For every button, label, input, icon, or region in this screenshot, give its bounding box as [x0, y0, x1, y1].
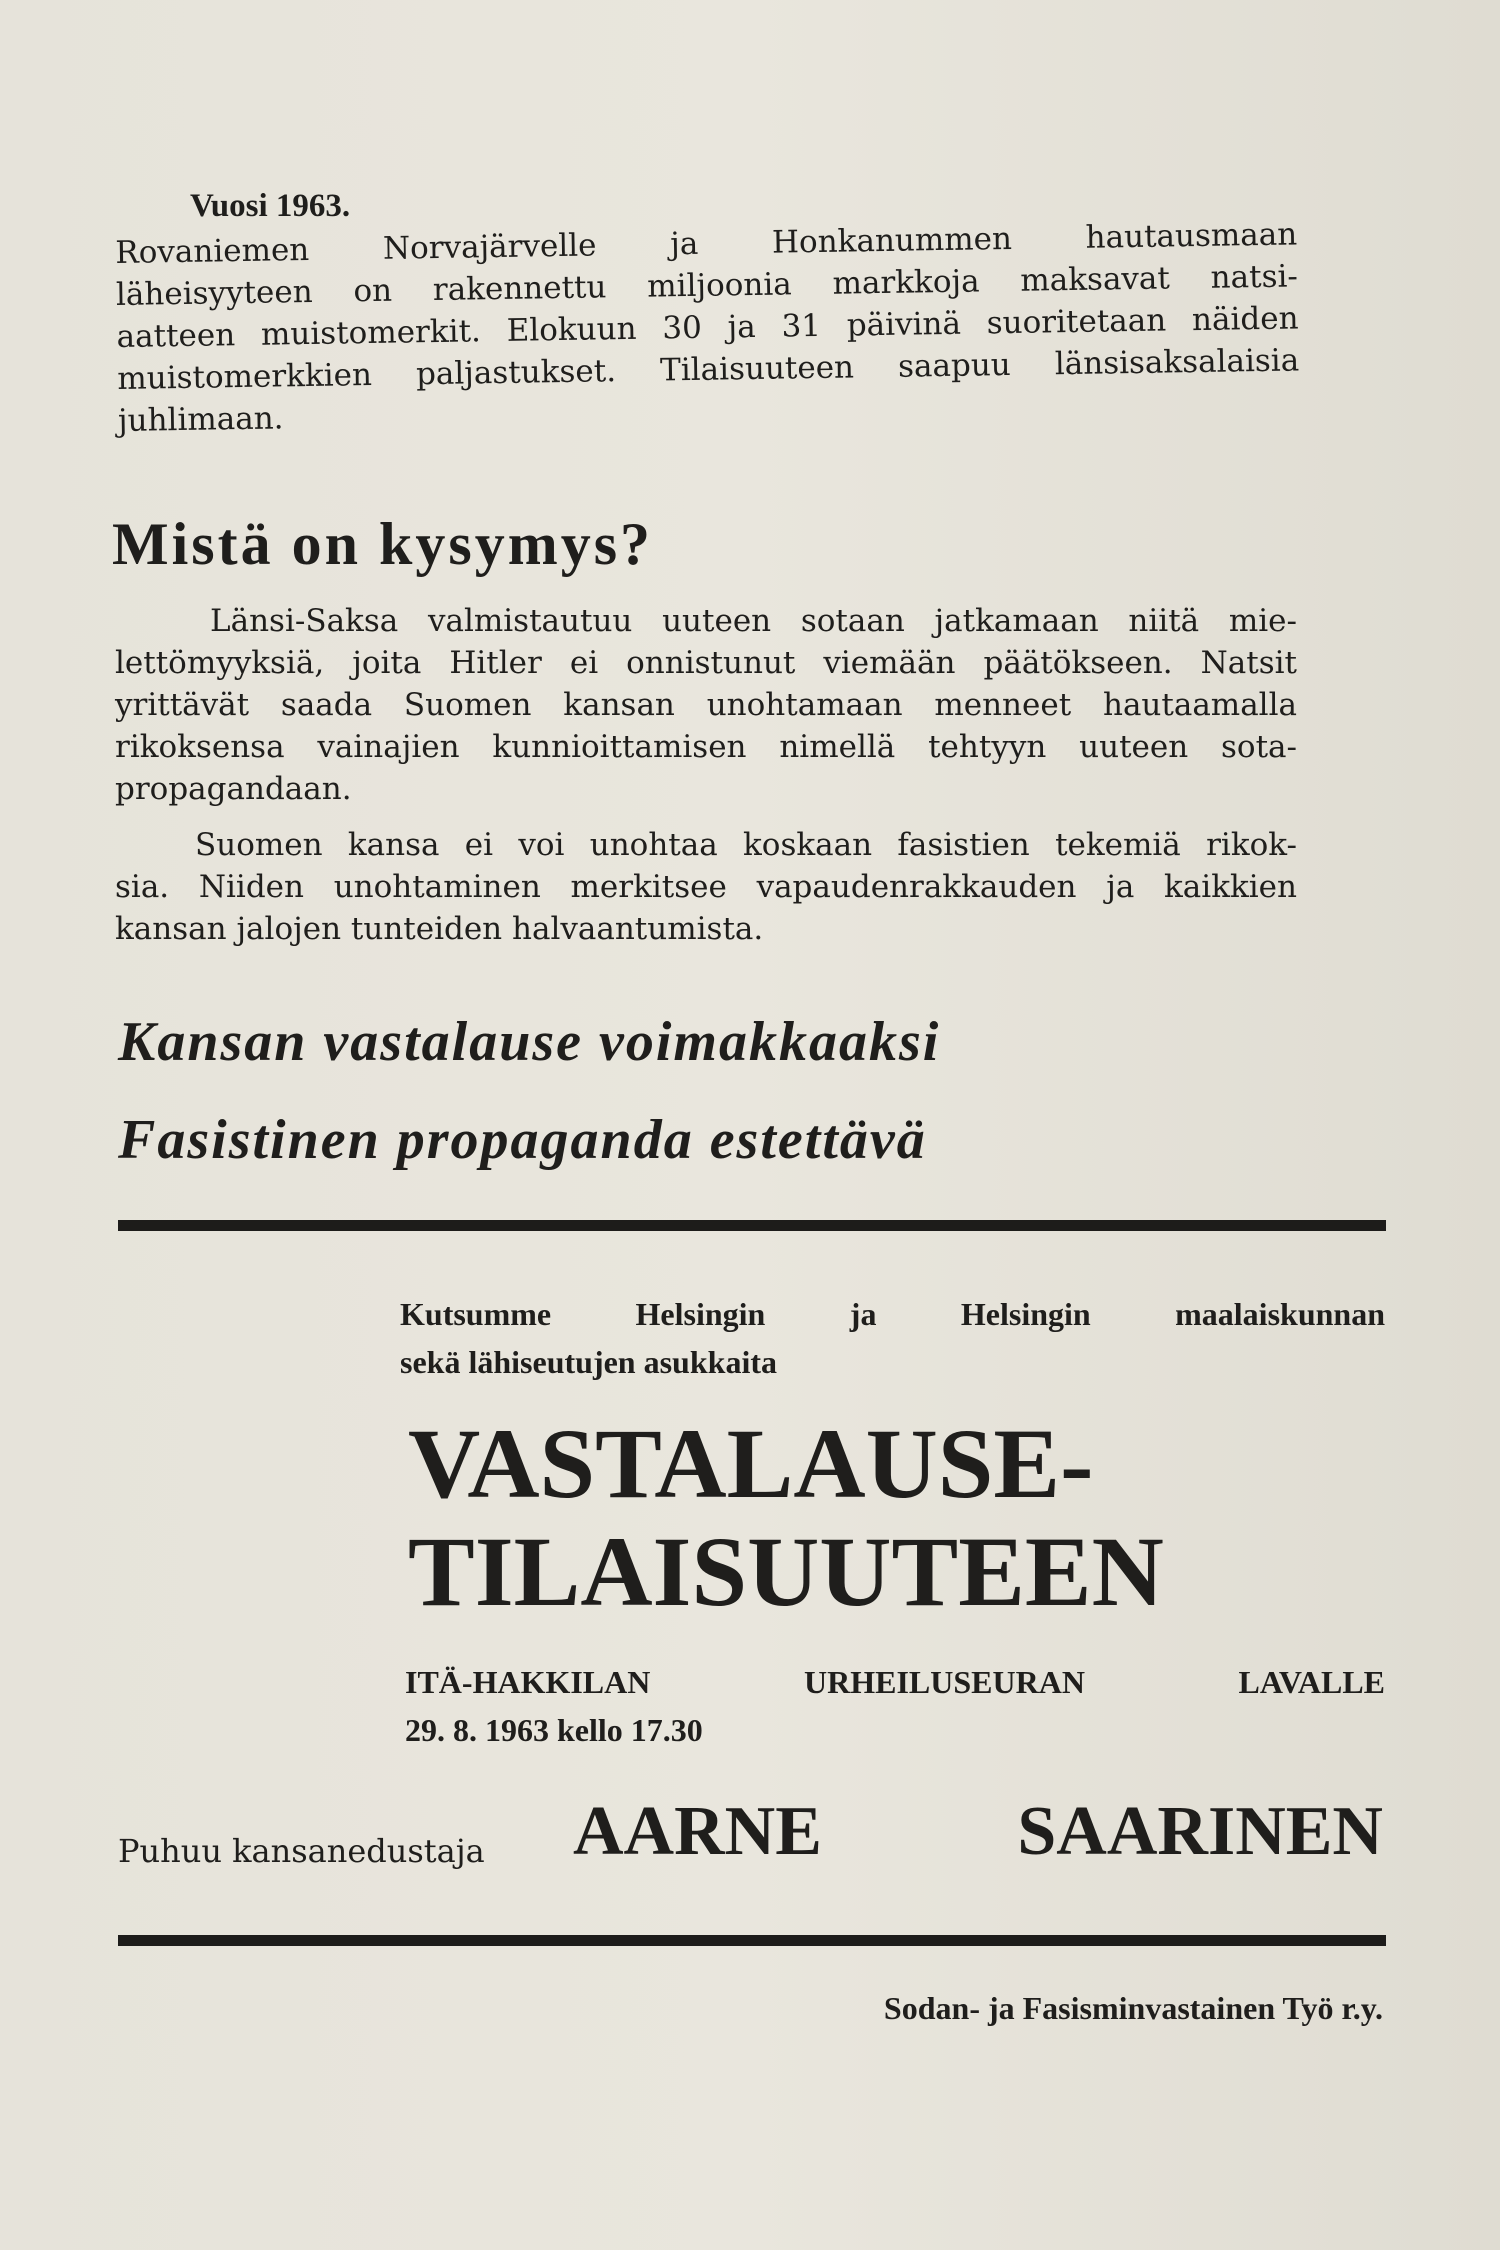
intro-line: muistomerkkien paljastukset. Tilaisuuteen saapuu länsisaksalaisia	[117, 342, 1300, 397]
venue-line: ITÄ-HAKKILAN URHEILUSEURAN LAVALLE	[405, 1664, 1385, 1700]
intro-line: aatteen muistomerkit. Elokuun 30 ja 31 päivinä suoritetaan näiden	[116, 300, 1299, 355]
question-heading: Mistä on kysymys?	[112, 511, 654, 577]
date-time-line: 29. 8. 1963 kello 17.30	[405, 1712, 703, 1748]
body-line: Suomen kansa ei voi unohtaa koskaan fasistien tekemiä rikok-	[195, 827, 1297, 863]
intro-line: läheisyyteen on rakennettu miljoonia markkoja maksavat natsi-	[115, 258, 1299, 313]
year-heading: Vuosi 1963.	[190, 188, 351, 224]
body-line: propagandaan.	[115, 771, 352, 807]
speaker-label: Puhuu kansanedustaja	[118, 1832, 485, 1870]
intro-paragraph	[115, 213, 1300, 442]
invitation-line: Kutsumme Helsingin ja Helsingin maalaiskunnan	[400, 1296, 1385, 1332]
body-line: lettömyyksiä, joita Hitler ei onnistunut viemään päätökseen. Natsit	[115, 645, 1297, 681]
invitation-text	[400, 1290, 1385, 1386]
headline-line: VASTALAUSE-	[408, 1408, 1094, 1519]
intro-line: juhlimaan.	[117, 400, 284, 439]
body-line: rikoksensa vainajien kunnioittamisen nimellä tehtyyn uuteen sota-	[115, 729, 1297, 765]
slogan-line-1: Kansan vastalause voimakkaaksi	[118, 1011, 941, 1073]
divider-rule-bottom	[118, 1935, 1386, 1946]
body-line: Länsi-Saksa valmistautuu uuteen sotaan jatkamaan niitä mie-	[210, 603, 1297, 639]
headline-line: TILAISUUTEEN	[408, 1516, 1164, 1627]
invitation-line: sekä lähiseutujen asukkaita	[400, 1344, 777, 1380]
intro-line: Rovaniemen Norvajärvelle ja Honkanummen hautausmaan	[115, 216, 1298, 271]
organization-signature: Sodan- ja Fasisminvastainen Työ r.y.	[883, 1990, 1383, 2026]
body-paragraph-2	[115, 824, 1297, 950]
body-line: yrittävät saada Suomen kansan unohtamaan menneet hautaamalla	[115, 687, 1297, 723]
event-headline	[408, 1410, 1383, 1626]
body-line: sia. Niiden unohtaminen merkitsee vapaudenrakkauden ja kaikkien	[115, 869, 1297, 905]
divider-rule-top	[118, 1220, 1386, 1231]
slogan-line-2: Fasistinen propaganda estettävä	[118, 1109, 927, 1171]
speaker-name: AARNE SAARINEN	[573, 1793, 1383, 1870]
body-paragraph-1	[115, 600, 1297, 810]
venue-info	[405, 1658, 1385, 1754]
body-line: kansan jalojen tunteiden halvaantumista.	[115, 911, 764, 947]
